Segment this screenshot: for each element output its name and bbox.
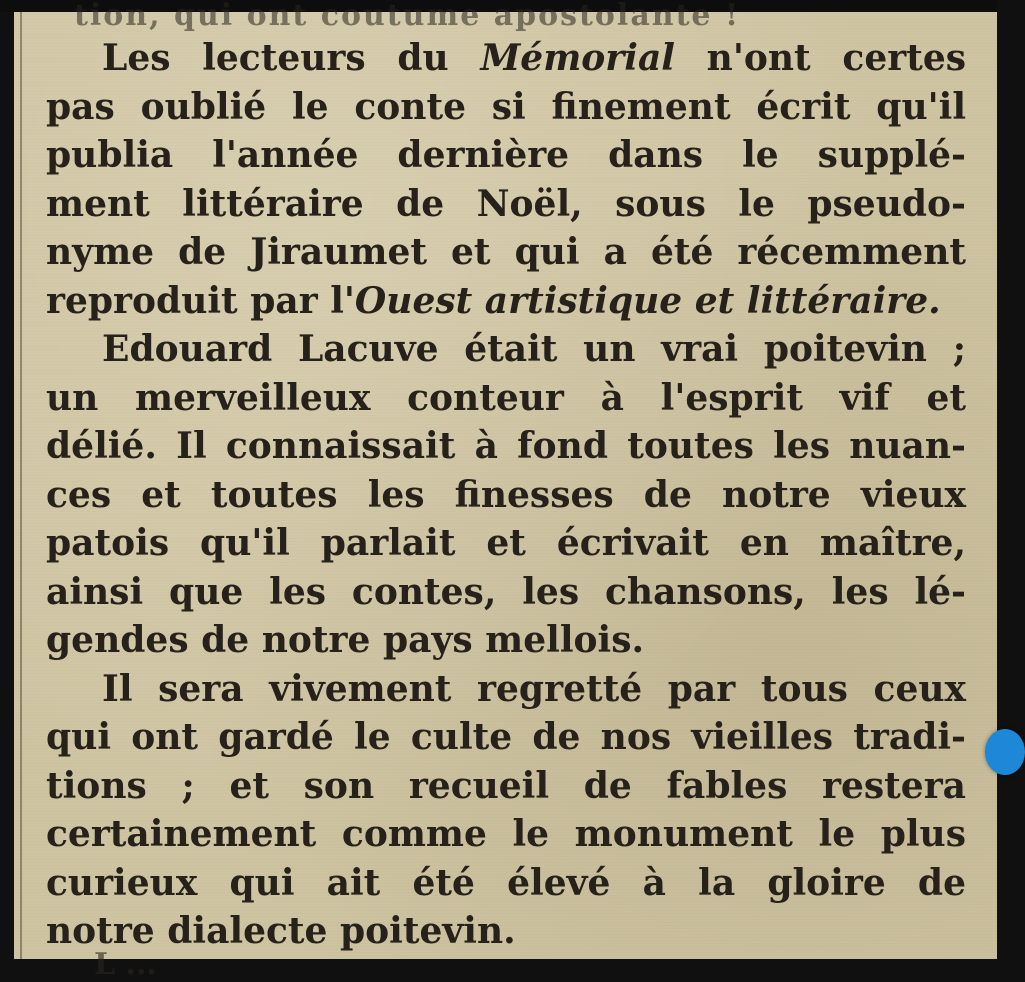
text-line	[46, 519, 966, 568]
text-segment: Les lecteurs du	[102, 37, 481, 79]
scroll-handle[interactable]	[985, 729, 1025, 775]
italic-title: Mémorial	[480, 37, 675, 79]
text-segment: ment littéraire de Noël, sous le pseudo-	[46, 182, 966, 225]
text-segment: pas oublié le conte si finement écrit qu'il	[46, 85, 966, 128]
text-line	[46, 228, 966, 277]
text-line	[46, 422, 966, 471]
text-segment: délié. Il connaissait à fond toutes les nuan-	[46, 425, 966, 467]
text-segment: patois qu'il parlait et écrivait en maître,	[46, 522, 966, 564]
cut-off-bottom-line: L ...	[94, 947, 157, 982]
text-line	[46, 374, 966, 423]
text-line	[46, 665, 966, 714]
text-line	[46, 180, 966, 229]
text-segment: ces et toutes les finesses de notre vieux	[46, 473, 966, 516]
text-line	[46, 325, 966, 374]
text-segment: ainsi que les contes, les chansons, les lé-	[46, 570, 966, 613]
text-segment: curieux qui ait été élevé à la gloire de	[46, 861, 966, 904]
text-segment: n'ont certes	[674, 37, 966, 79]
text-line	[46, 471, 966, 520]
text-line	[46, 859, 966, 908]
text-segment: nyme de Jiraumet et qui a été récemment	[46, 231, 966, 273]
text-line	[46, 83, 966, 132]
text-line	[46, 616, 966, 665]
text-line	[46, 568, 966, 617]
article-text	[46, 34, 966, 956]
text-line	[46, 34, 966, 83]
text-line	[46, 713, 966, 762]
text-segment: un merveilleux conteur à l'esprit vif et	[46, 376, 966, 419]
text-line	[46, 131, 966, 180]
text-segment: tions ; et son recueil de fables restera	[46, 764, 966, 807]
text-segment: qui ont gardé le culte de nos vieilles tradi-	[46, 716, 966, 758]
text-segment: Edouard Lacuve était un vrai poitevin ;	[102, 328, 966, 370]
italic-title: Ouest artistique et littéraire.	[354, 279, 941, 322]
text-segment: gendes de notre pays mellois.	[46, 619, 645, 661]
text-line	[46, 277, 966, 326]
text-segment: publia l'année dernière dans le supplé-	[46, 134, 966, 176]
text-line	[46, 762, 966, 811]
column-rule	[20, 12, 22, 959]
text-line	[46, 907, 966, 956]
text-segment: reproduit par l'	[46, 279, 355, 322]
cut-off-top-line: tion, qui ont coutume apostolante !	[74, 0, 741, 33]
text-segment: notre dialecte poitevin.	[46, 910, 516, 952]
text-line	[46, 810, 966, 859]
newspaper-clipping	[14, 0, 997, 982]
text-segment: Il sera vivement regretté par tous ceux	[102, 667, 966, 710]
text-segment: certainement comme le monument le plus	[46, 813, 966, 855]
